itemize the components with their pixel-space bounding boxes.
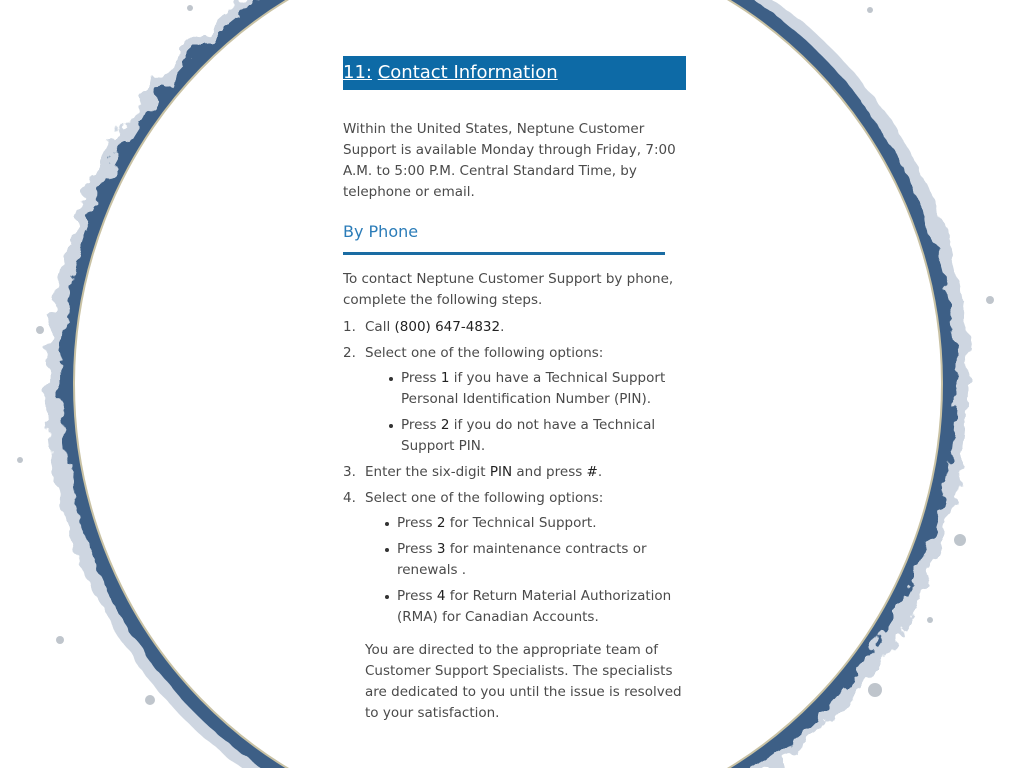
option-key: 1 [440,370,450,386]
option-item [385,368,686,410]
step-text-mid: and press [512,464,587,480]
section-title-link[interactable]: Contact Information [377,62,558,83]
step-number: 1. [343,319,356,335]
support-phone-number: (800) 647-4832 [394,319,501,335]
step-2-options [365,368,686,457]
step-number: 2. [343,345,356,361]
step-4 [343,488,686,628]
outro-paragraph: You are directed to the appropriate team of Customer Support Specialists. The specialists are dedicated to you until the issue is resolved to your satisfaction. [365,642,682,721]
step-text: Call [365,319,395,335]
option-text-end: for Technical Support. [445,515,597,531]
option-item [385,415,686,457]
option-text-end: for Return Material Authorization (RMA) for Canadian Accounts. [397,588,672,625]
option-text: Press [401,370,441,386]
step-1 [343,317,686,338]
option-text: Press [397,515,437,531]
step-text: Enter the six-digit [365,464,490,480]
hash-key: # [586,464,598,480]
phone-steps-list [343,317,686,628]
option-key: 4 [436,588,446,604]
by-phone-lead: To contact Neptune Customer Support by phone, complete the following steps. [343,271,674,308]
step-text: Select one of the following options: [365,345,604,361]
option-key: 2 [440,417,450,433]
option-item [381,513,686,534]
option-text-end: if you do not have a Technical Support PIN. [401,417,656,454]
option-key: 2 [436,515,446,531]
option-text: Press [397,588,437,604]
option-key: 3 [436,541,446,557]
pin-term: PIN [489,464,513,480]
step-number: 4. [343,490,356,506]
step-text-end: . [500,319,505,335]
option-text: Press [397,541,437,557]
contact-information-section [343,56,686,724]
heading-divider [343,252,665,255]
option-text-end: if you have a Technical Support Personal Identification Number (PIN). [401,370,666,407]
step-text: Select one of the following options: [365,490,604,506]
option-item [381,539,686,581]
section-number: 11: [343,62,372,83]
step-2 [343,343,686,457]
by-phone-heading: By Phone [343,222,419,241]
intro-paragraph: Within the United States, Neptune Customer Support is available Monday through Friday, 7:00 A.M. to 5:00 P.M. Central Standard Time, by telephone or email. [343,121,676,200]
step-3 [343,462,686,483]
option-text-end: for maintenance contracts or renewals . [397,541,647,578]
step-text-end: . [597,464,603,480]
option-text: Press [401,417,441,433]
step-number: 3. [343,464,356,480]
section-title-bar [343,56,686,90]
step-4-options [365,513,686,628]
option-item [381,586,686,628]
